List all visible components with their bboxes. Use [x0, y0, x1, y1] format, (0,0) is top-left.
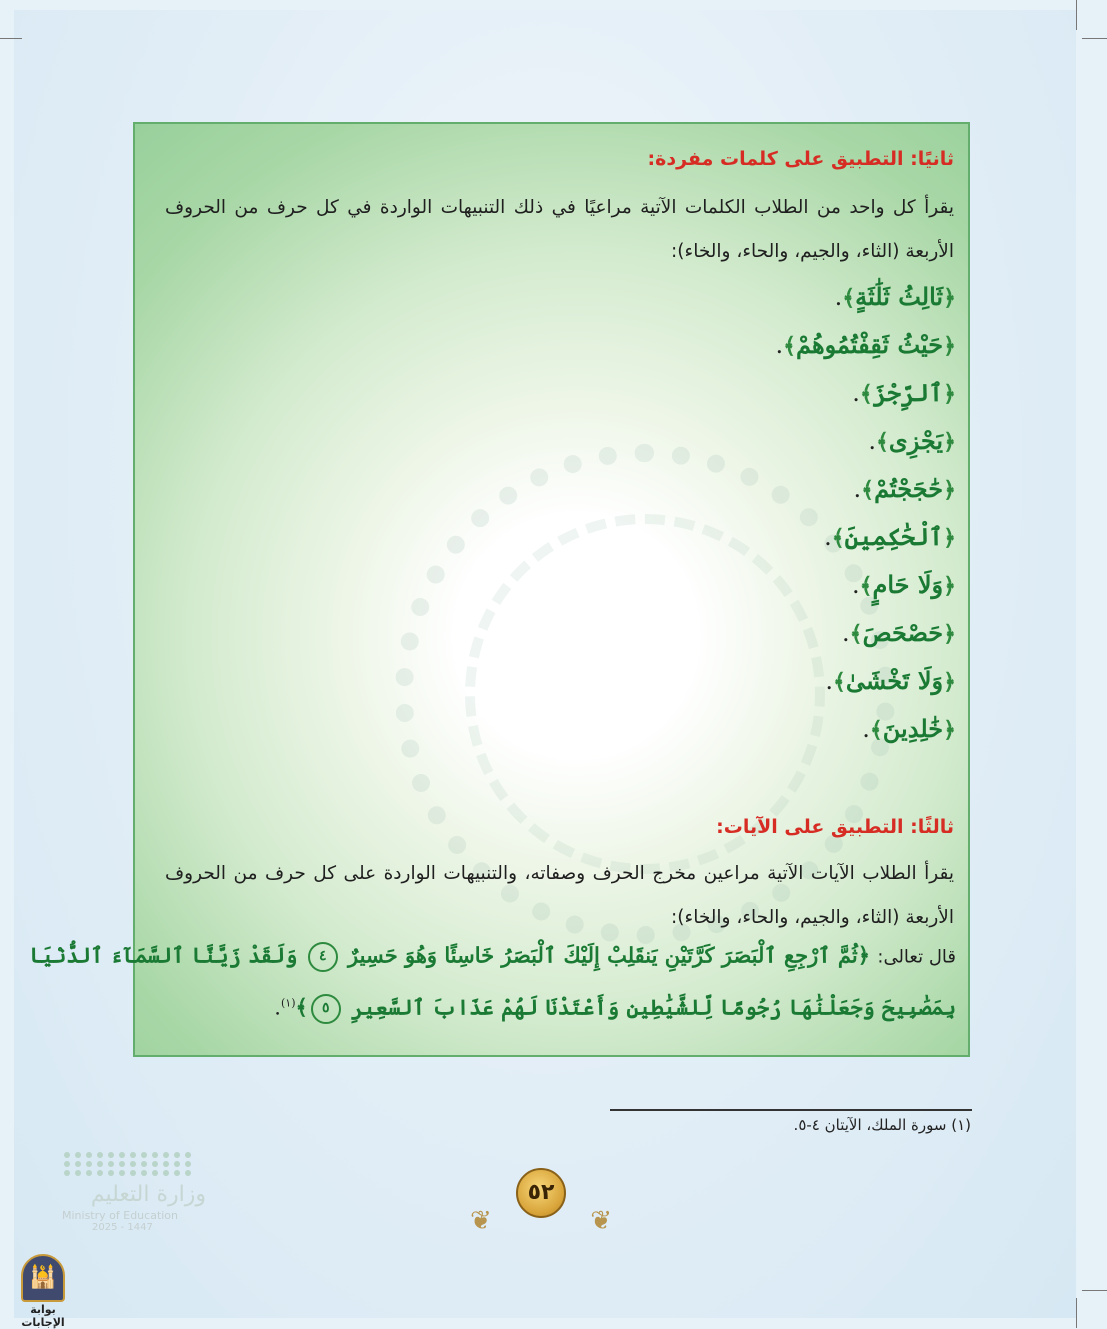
period: .: [868, 427, 877, 455]
dot-shape: [64, 1161, 70, 1167]
dot-shape: [75, 1170, 81, 1176]
bracket-open: ﴿: [943, 717, 956, 743]
dot-shape: [163, 1170, 169, 1176]
bracket-close: ﴾: [861, 477, 875, 503]
word-text: خَٰلِدِينَ: [882, 714, 944, 743]
dot-shape: [119, 1170, 125, 1176]
period: .: [842, 619, 850, 647]
ministry-name-en: Ministry of Education: [62, 1209, 179, 1222]
dot-shape: [185, 1152, 191, 1158]
dot-shape: [86, 1170, 92, 1176]
ayah-number-marker: ٤: [308, 942, 338, 972]
dot-shape: [108, 1161, 114, 1167]
mosque-icon: 🕌: [21, 1254, 65, 1302]
period: .: [862, 715, 870, 743]
dot-shape: [152, 1170, 158, 1176]
word-text: ٱلْحَٰكِمِينَ: [844, 522, 944, 551]
dot-shape: [119, 1152, 125, 1158]
ministry-year: 2025 - 1447: [92, 1222, 153, 1233]
verse-text-2: بِمَصَٰبِيحَ وَجَعَلْنَٰهَا رُجُومًا لِّلشَّيَٰطِينِ وَأَعْتَدْنَا لَهُمْ عَذَابَ ٱلسَّعِيرِ: [351, 994, 956, 1020]
exercise-panel: [29, 122, 970, 1057]
dot-shape: [86, 1161, 92, 1167]
dot-shape: [174, 1161, 180, 1167]
dot-shape: [75, 1152, 81, 1158]
word-item: [862, 714, 956, 743]
page-number-badge: [470, 1168, 612, 1236]
period: .: [775, 331, 784, 359]
period: .: [274, 995, 281, 1020]
word-text: وَلَا حَامٍ: [872, 570, 944, 599]
dot-shape: [163, 1161, 169, 1167]
dot-shape: [64, 1152, 70, 1158]
dot-shape: [141, 1152, 147, 1158]
word-text: ثَالِثُ ثَلَٰثَةٍ: [855, 282, 944, 311]
dot-shape: [174, 1170, 180, 1176]
flourish-right-icon: ❦: [590, 1206, 612, 1236]
crop-mark: [1082, 1290, 1107, 1291]
dot-shape: [75, 1161, 81, 1167]
word-item: [868, 426, 956, 455]
section3-heading: ثالثًا: التطبيق على الآيات:: [716, 816, 954, 838]
word-text: حَيْثُ ثَقِفْتُمُوهُمْ: [796, 330, 944, 359]
bracket-open: ﴿: [943, 429, 956, 455]
word-item: [854, 474, 956, 503]
bracket-open: ﴿: [943, 381, 956, 407]
word-text: ٱلرِّجْزَ: [872, 378, 944, 407]
footnote-divider: [610, 1109, 972, 1111]
bracket-close: ﴾: [295, 994, 308, 1020]
bracket-open: ﴿: [857, 942, 871, 968]
bracket-close: ﴾: [869, 717, 883, 743]
dot-shape: [108, 1170, 114, 1176]
bracket-close: ﴾: [859, 573, 873, 599]
word-text: يَجْزِى: [888, 426, 944, 455]
section3-instruction: يقرأ الطلاب الآيات الآتية مراعين مخرج الحرف وصفاته، والتنبيهات الواردة على كل حرف من الحروف الأربعة (الثاء، والجيم، والحاء، والخاء):: [165, 863, 954, 928]
period: .: [851, 571, 860, 599]
dot-shape: [152, 1161, 158, 1167]
word-text: حَٰجَجْتُمْ: [874, 474, 944, 503]
word-item: [824, 522, 956, 551]
crop-mark: [0, 38, 22, 39]
flourish-left-icon: ❦: [470, 1206, 492, 1236]
word-item: [852, 378, 956, 407]
word-item: [825, 666, 956, 695]
verse-text-1: ثُمَّ ٱرْجِعِ ٱلْبَصَرَ كَرَّتَيْنِ يَنقَلِبْ إِلَيْكَ ٱلْبَصَرُ خَاسِئًا وَهُوَ حَسِيرٌ: [348, 942, 858, 968]
dot-shape: [152, 1152, 158, 1158]
crop-mark: [1076, 0, 1077, 30]
bracket-open: ﴿: [943, 333, 956, 359]
dot-shape: [141, 1170, 147, 1176]
word-item: [852, 570, 956, 599]
dot-shape: [119, 1161, 125, 1167]
verse-line-1: [29, 942, 956, 972]
period: .: [852, 379, 860, 407]
bracket-open: ﴿: [943, 621, 956, 647]
bracket-close: ﴾: [833, 669, 846, 695]
page-number: ٥٢: [516, 1168, 566, 1218]
bracket-close: ﴾: [783, 333, 796, 359]
word-text: حَصْحَصَ: [862, 618, 944, 647]
dot-shape: [185, 1170, 191, 1176]
crop-mark: [1082, 38, 1107, 39]
dot-shape: [185, 1161, 191, 1167]
word-item: [775, 330, 956, 359]
bracket-open: ﴿: [943, 285, 956, 311]
word-text: وَلَا تَخْشَىٰ: [845, 666, 944, 695]
period: .: [825, 667, 833, 695]
bracket-close: ﴾: [842, 285, 856, 311]
dot-shape: [97, 1152, 103, 1158]
dot-shape: [64, 1170, 70, 1176]
bracket-open: ﴿: [943, 669, 956, 695]
period: .: [824, 523, 832, 551]
dot-shape: [130, 1152, 136, 1158]
site-name: بوابة الإجابات: [21, 1303, 65, 1329]
verse-line-2: [274, 994, 956, 1024]
dot-shape: [86, 1152, 92, 1158]
footnote-ref: (١): [280, 996, 296, 1010]
bracket-close: ﴾: [859, 381, 873, 407]
period: .: [834, 283, 843, 311]
dot-shape: [97, 1161, 103, 1167]
ministry-dots-icon: [64, 1152, 206, 1176]
word-item: [842, 618, 956, 647]
section2-instruction: يقرأ كل واحد من الطلاب الكلمات الآتية مراعيًا في ذلك التنبيهات الواردة في كل حرف من الحروف الأربعة (الثاء، والجيم، والحاء، والخاء):: [165, 197, 954, 262]
site-logo[interactable]: [10, 1254, 76, 1329]
dot-shape: [97, 1170, 103, 1176]
dot-shape: [174, 1152, 180, 1158]
dot-shape: [130, 1170, 136, 1176]
bracket-open: ﴿: [943, 525, 956, 551]
footnote: (١) سورة الملك، الآيتان ٤-٥.: [793, 1116, 971, 1134]
verse-intro: قال تعالى:: [877, 946, 956, 968]
ministry-logo: [56, 1152, 206, 1272]
ministry-name-ar: وزارة التعليم: [90, 1182, 206, 1207]
dot-shape: [163, 1152, 169, 1158]
dot-shape: [108, 1152, 114, 1158]
ayah-number-marker: ٥: [311, 994, 341, 1024]
period: .: [853, 475, 862, 503]
bracket-open: ﴿: [943, 477, 956, 503]
bracket-close: ﴾: [849, 621, 863, 647]
section2-heading: ثانيًا: التطبيق على كلمات مفردة:: [647, 148, 954, 170]
bracket-close: ﴾: [876, 429, 889, 455]
bracket-close: ﴾: [831, 525, 845, 551]
crop-mark: [1076, 1298, 1077, 1328]
word-item: [835, 282, 956, 311]
dot-shape: [130, 1161, 136, 1167]
verse-text-1b: وَلَقَدْ زَيَّنَّا ٱلسَّمَآءَ ٱلدُّنْيَا: [29, 942, 298, 968]
dot-shape: [141, 1161, 147, 1167]
bracket-open: ﴿: [943, 573, 956, 599]
